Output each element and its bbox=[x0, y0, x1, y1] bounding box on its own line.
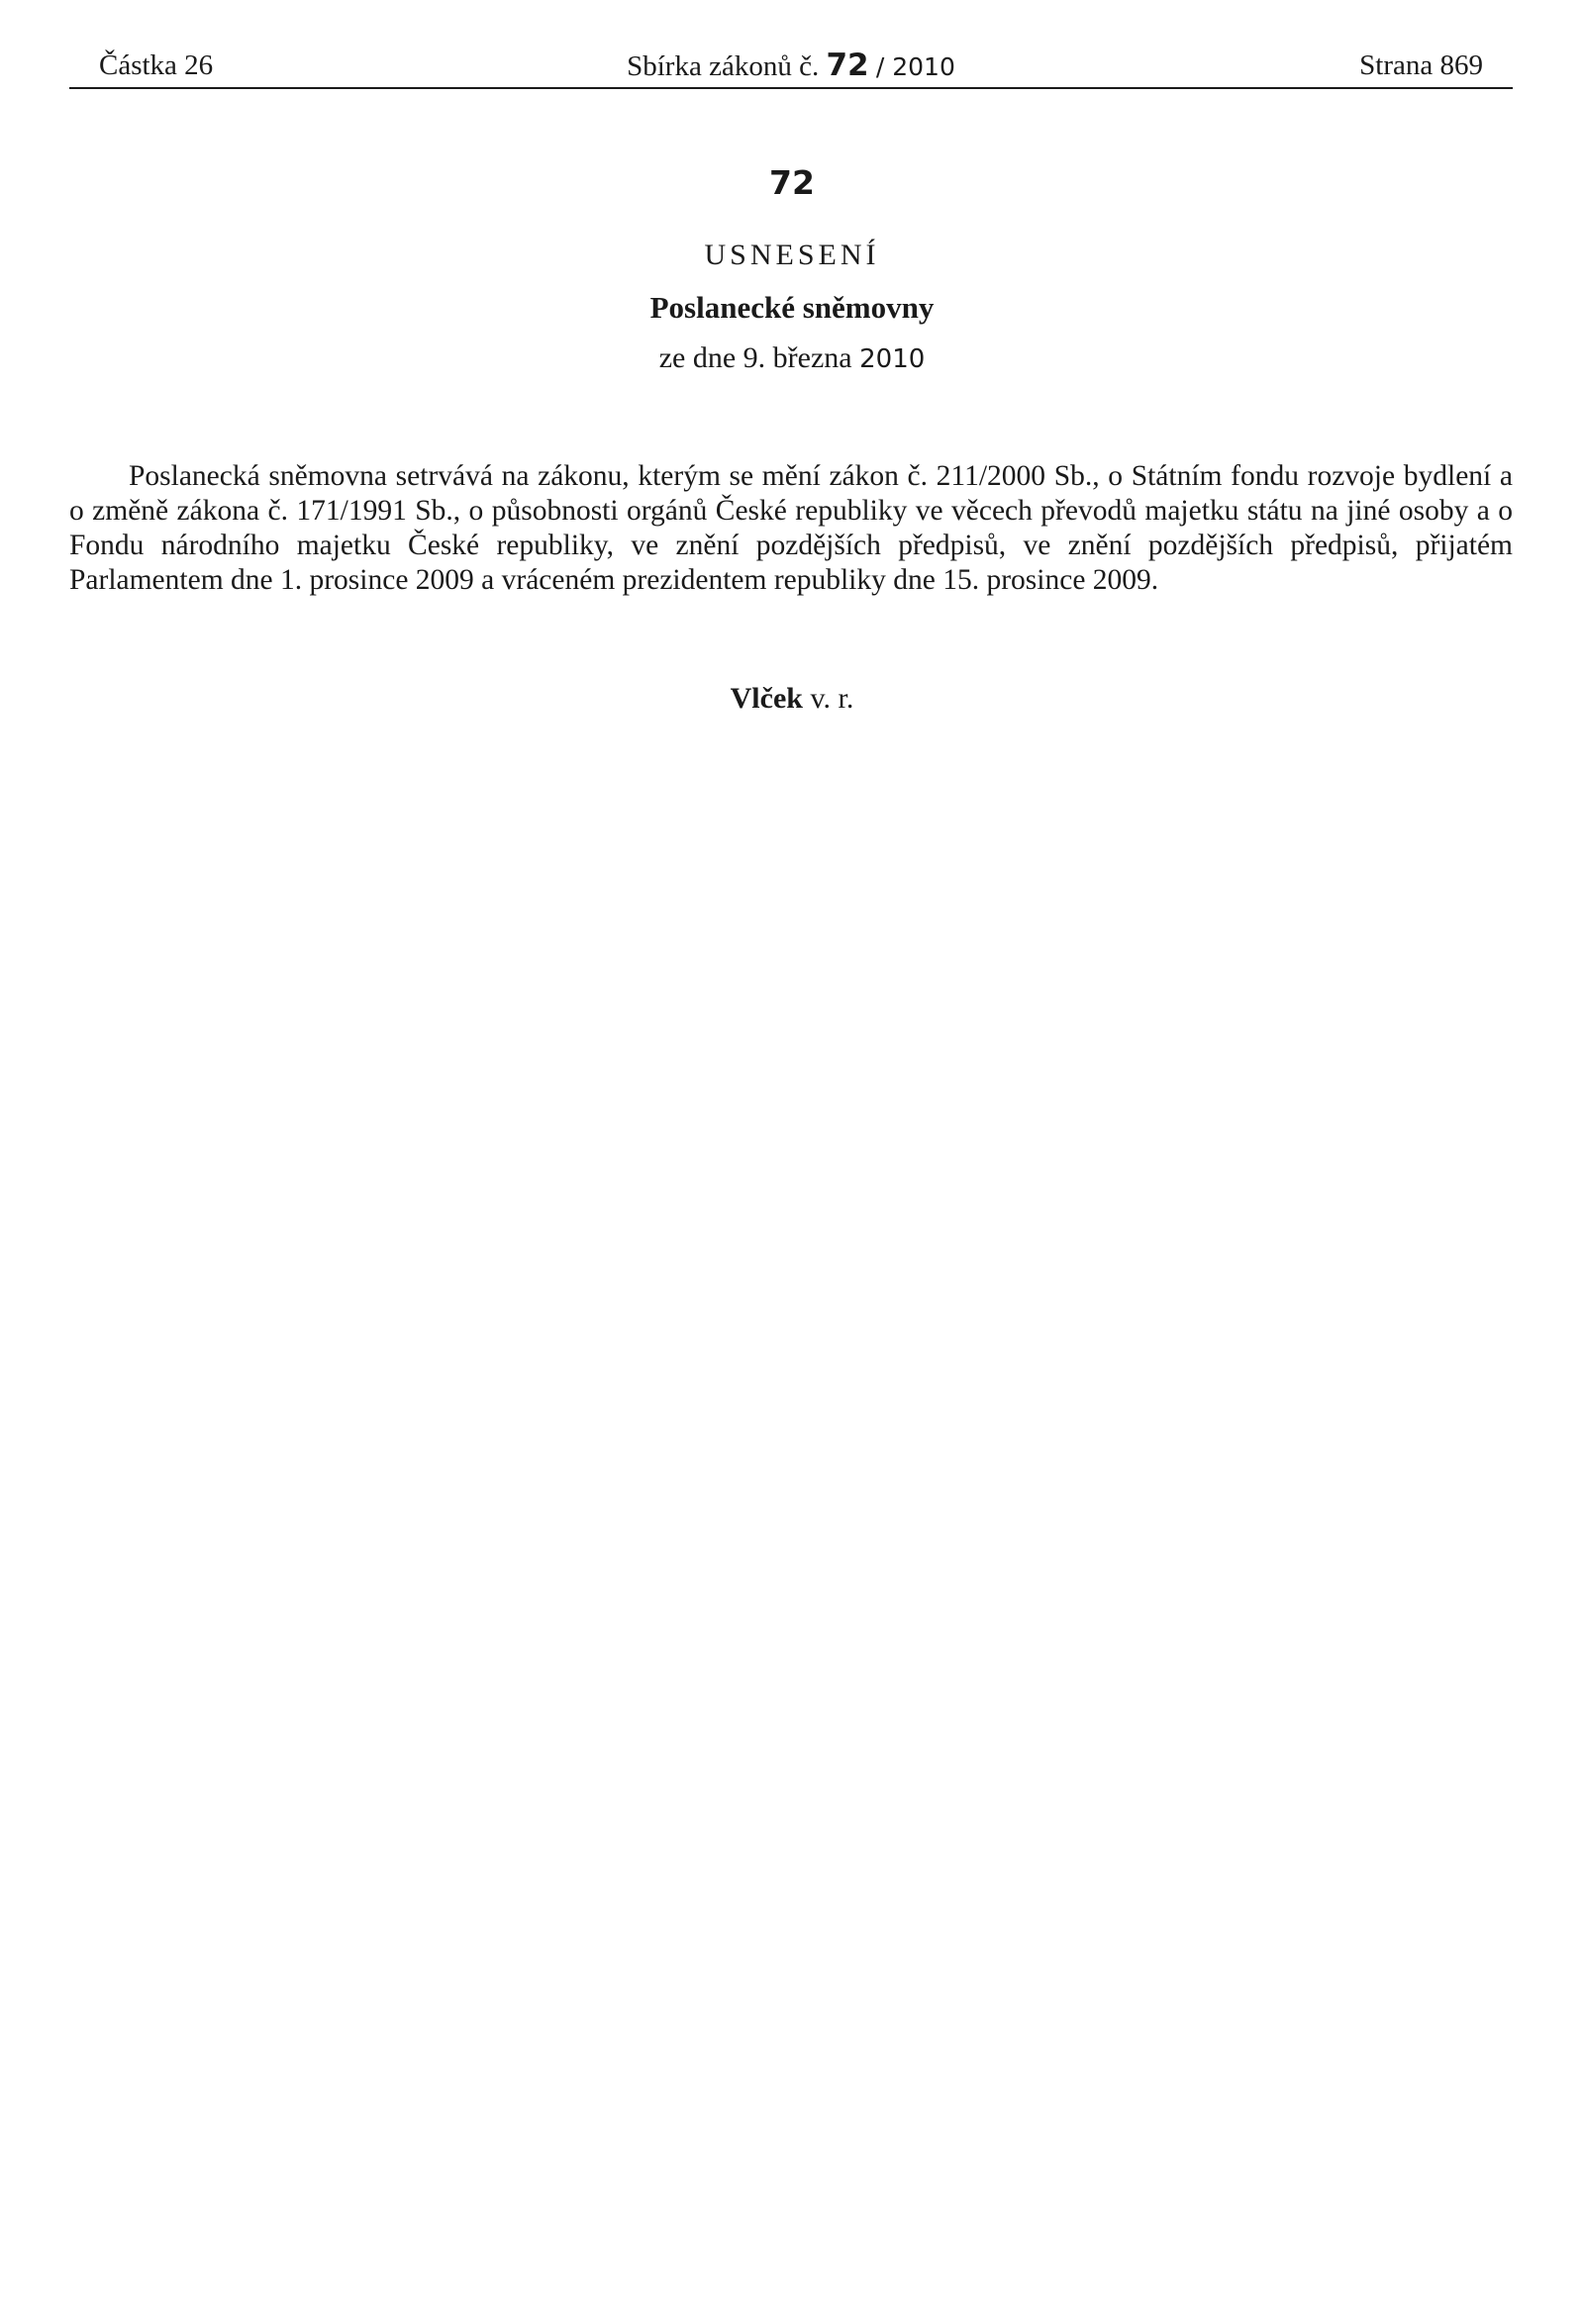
header-part-number: Částka 26 bbox=[99, 49, 214, 81]
resolution-body: Poslanecká sněmovna setrvává na zákonu, kterým se mění zákon č. 211/2000 Sb., o Státním fondu rozvoje bydlení a o změně zákona č. 171/1991 Sb., o působnosti orgánů České republiky ve věcech převodů majetku státu na jiné osoby a o Fondu národního majetku České republiky, ve znění pozdějších předpisů, ve znění pozdějších předpisů, přijatém Parlamentem dne 1. prosince 2009 a vráceném prezidentem republiky dne 15. prosince 2009. bbox=[69, 460, 1513, 596]
header-page-number: Strana 869 bbox=[1359, 49, 1483, 81]
header-collection-prefix: Sbírka zákonů č. bbox=[627, 50, 820, 82]
header-collection-year: / 2010 bbox=[875, 52, 955, 81]
header-collection-number: 72 bbox=[826, 48, 869, 83]
document-number: 72 bbox=[769, 163, 815, 202]
signature-name: Vlček bbox=[730, 682, 803, 715]
document-issuer: Poslanecké sněmovny bbox=[649, 290, 935, 325]
signature-suffix: v. r. bbox=[810, 682, 854, 715]
document-date-year: 2010 bbox=[859, 344, 926, 374]
document-date-prefix: ze dne 9. března bbox=[658, 341, 852, 374]
document-date bbox=[0, 340, 1584, 377]
signature bbox=[0, 681, 1584, 717]
document-type: USNESENÍ bbox=[704, 239, 880, 271]
running-header bbox=[69, 48, 1513, 89]
header-collection-title bbox=[69, 48, 1513, 85]
